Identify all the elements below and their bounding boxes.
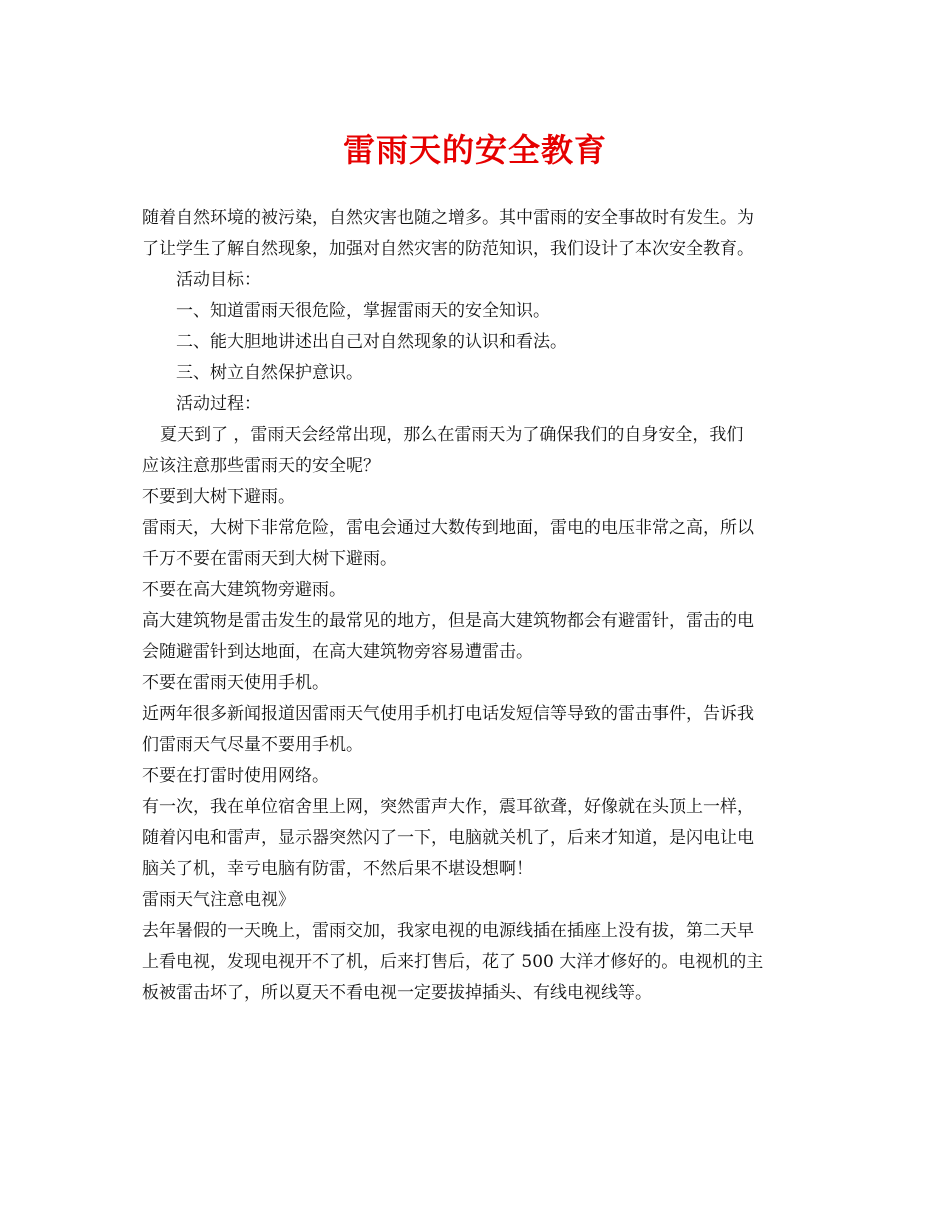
paragraph-line: 板被雷击坏了，所以夏天不看电视一定要拔掉插头、有线电视线等。: [142, 983, 652, 1003]
paragraph-line: 随着闪电和雷声，显示器突然闪了一下，电脑就关机了，后来才知道，是闪电让电: [142, 828, 754, 848]
document-title: 雷雨天的安全教育: [342, 131, 607, 169]
goal-item: 二、能大胆地讲述出自己对自然现象的认识和看法。: [176, 332, 567, 352]
paragraph-line: 脑关了机，幸亏电脑有防雷，不然后果不堪设想啊！: [142, 859, 533, 879]
paragraph-line: 千万不要在雷雨天到大树下避雨。: [142, 549, 397, 569]
document-body: [142, 203, 814, 1009]
paragraph-line: 会随避雷针到达地面，在高大建筑物旁容易遭雷击。: [142, 642, 533, 662]
paragraph-line: 去年暑假的一天晚上，雷雨交加，我家电视的电源线插在插座上没有拔，第二天早: [142, 921, 754, 941]
safety-rule-heading: 不要在打雷时使用网络。: [142, 766, 329, 786]
paragraph-line: 夏天到了 ，雷雨天会经常出现，那么在雷雨天为了确保我们的自身安全，我们: [160, 425, 744, 445]
paragraph-line: 应该注意那些雷雨天的安全呢？: [142, 456, 380, 476]
safety-rule-heading: 不要在雷雨天使用手机。: [142, 673, 329, 693]
section-heading: 活动目标：: [176, 270, 261, 290]
goal-item: 三、树立自然保护意识。: [176, 363, 363, 383]
safety-rule-heading: 不要在高大建筑物旁避雨。: [142, 580, 346, 600]
safety-rule-heading: 不要到大树下避雨。: [142, 487, 295, 507]
goal-item: 一、知道雷雨天很危险，掌握雷雨天的安全知识。: [176, 301, 550, 321]
paragraph-line: 雷雨天，大树下非常危险，雷电会通过大数传到地面，雷电的电压非常之高，所以: [142, 518, 754, 538]
paragraph-line: 高大建筑物是雷击发生的最常见的地方，但是高大建筑物都会有避雷针，雷击的电: [142, 611, 754, 631]
paragraph-line: 有一次，我在单位宿舍里上网，突然雷声大作，震耳欲聋，好像就在头顶上一样，: [142, 797, 754, 817]
safety-rule-heading: 雷雨天气注意电视》: [142, 890, 295, 910]
paragraph-line: 上看电视，发现电视开不了机，后来打售后，花了 500 大洋才修好的。电视机的主: [142, 952, 764, 972]
paragraph-line: 们雷雨天气尽量不要用手机。: [142, 735, 363, 755]
section-heading: 活动过程：: [176, 394, 261, 414]
paragraph-line: 近两年很多新闻报道因雷雨天气使用手机打电话发短信等导致的雷击事件，告诉我: [142, 704, 754, 724]
paragraph-line: 随着自然环境的被污染，自然灾害也随之增多。其中雷雨的安全事故时有发生。为: [142, 208, 754, 228]
paragraph-line: 了让学生了解自然现象，加强对自然灾害的防范知识，我们设计了本次安全教育。: [142, 239, 754, 259]
